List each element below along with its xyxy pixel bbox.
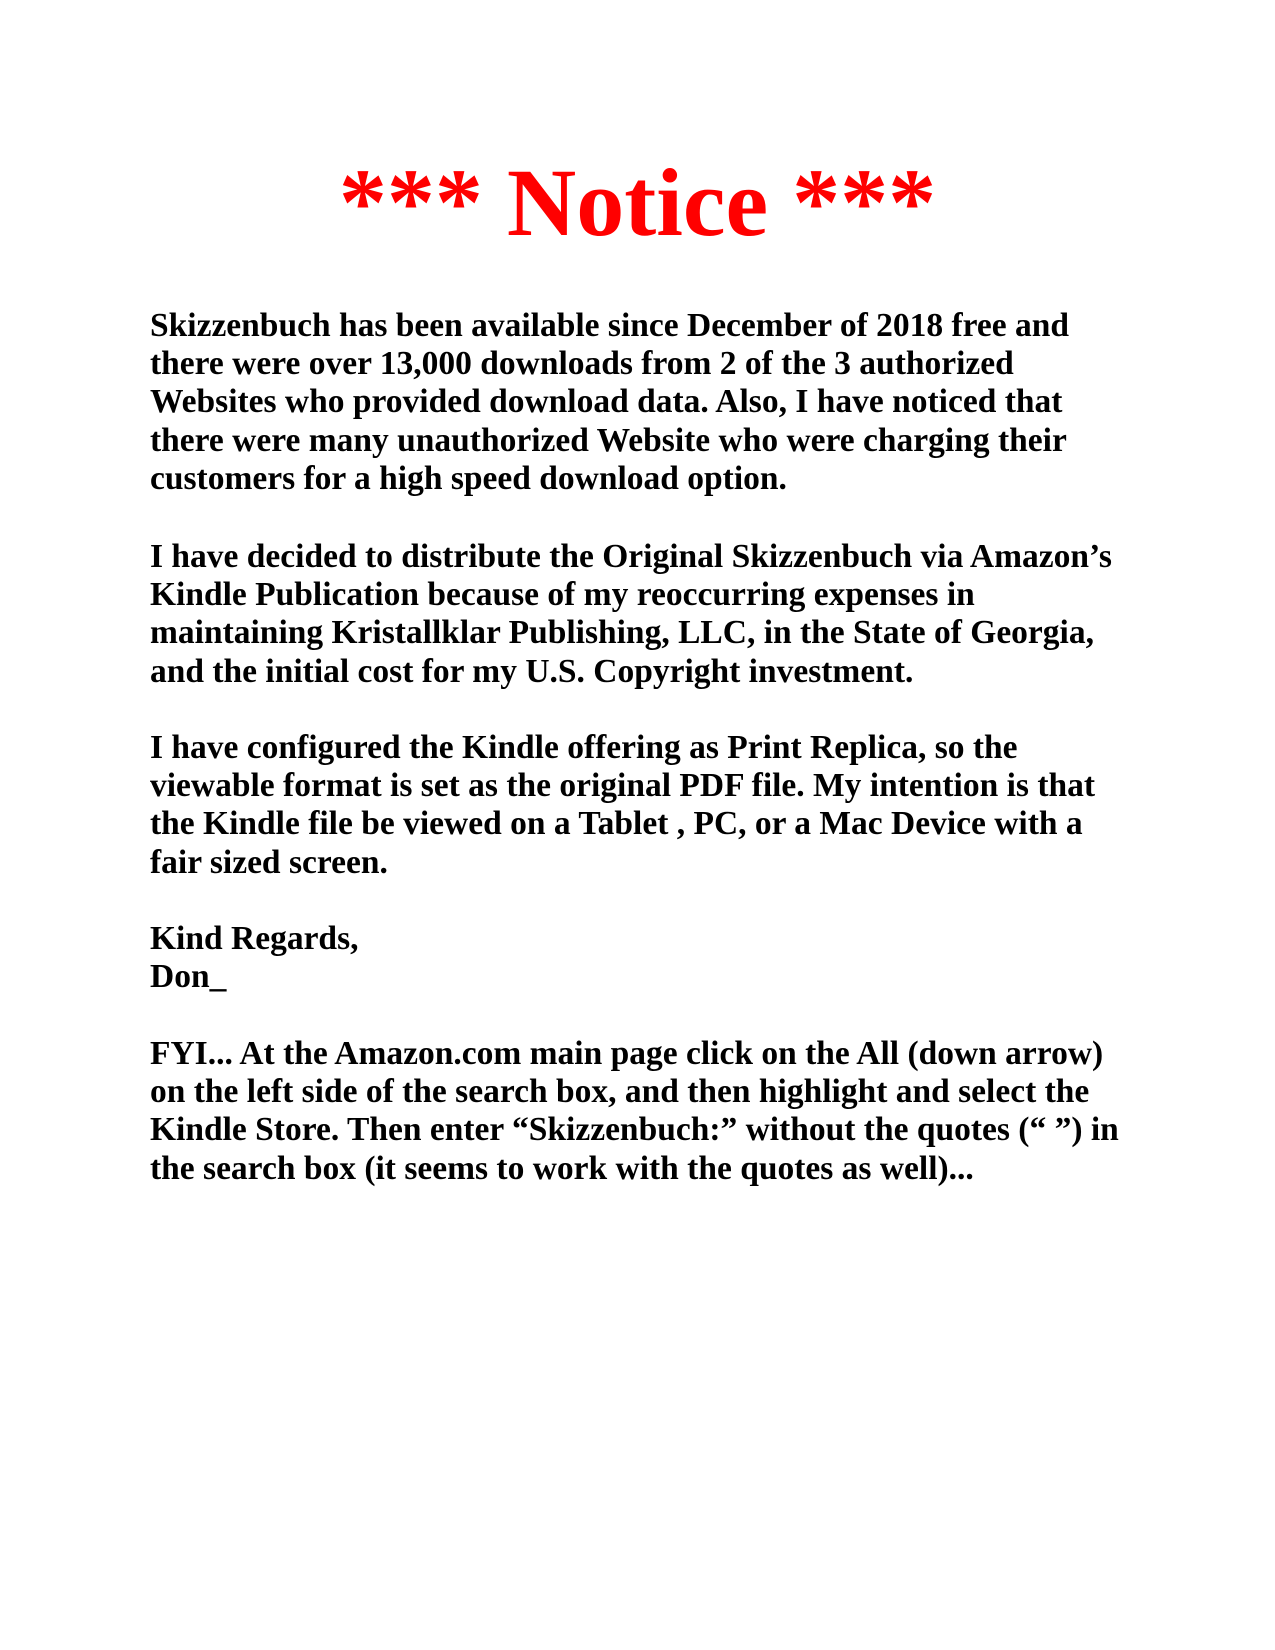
- paragraph-availability: [150, 307, 1150, 498]
- text-line: FYI... At the Amazon.com main page click on the All (down arrow): [150, 1035, 1104, 1072]
- text-line: viewable format is set as the original PDF file. My intention is that: [150, 767, 1096, 805]
- text-line: the search box (it seems to work with the quotes as well)...: [150, 1149, 974, 1187]
- text-line: fair sized screen.: [150, 843, 388, 881]
- text-line: I have decided to distribute the Original Skizzenbuch via Amazon’s: [150, 538, 1112, 575]
- notice-title: *** Notice ***: [338, 149, 937, 256]
- text-line: Kindle Publication because of my reoccurring expenses in: [150, 576, 975, 614]
- signature-name: Don_: [150, 958, 227, 996]
- closing-line: Kind Regards,: [150, 920, 359, 957]
- text-line: the Kindle file be viewed on a Tablet , PC, or a Mac Device with a: [150, 805, 1083, 843]
- text-line: there were many unauthorized Website who were charging their: [150, 421, 1067, 459]
- text-line: I have configured the Kindle offering as Print Replica, so the: [150, 729, 1018, 766]
- paragraph-kindle-format: [150, 729, 1150, 882]
- text-line: there were over 13,000 downloads from 2 of the 3 authorized: [150, 345, 1014, 383]
- text-line: on the left side of the search box, and then highlight and select the: [150, 1073, 1090, 1111]
- text-line: customers for a high speed download option.: [150, 459, 787, 497]
- text-line: and the initial cost for my U.S. Copyright investment.: [150, 652, 914, 690]
- paragraph-fyi-instructions: [150, 1035, 1150, 1188]
- text-line: Kindle Store. Then enter “Skizzenbuch:” without the quotes (“ ”) in: [150, 1111, 1119, 1149]
- text-line: Websites who provided download data. Also, I have noticed that: [150, 383, 1063, 421]
- text-line: maintaining Kristallklar Publishing, LLC, in the State of Georgia,: [150, 614, 1094, 652]
- signature-block: [150, 920, 1150, 996]
- paragraph-distribution: [150, 538, 1150, 691]
- text-line: Skizzenbuch has been available since December of 2018 free and: [150, 307, 1070, 344]
